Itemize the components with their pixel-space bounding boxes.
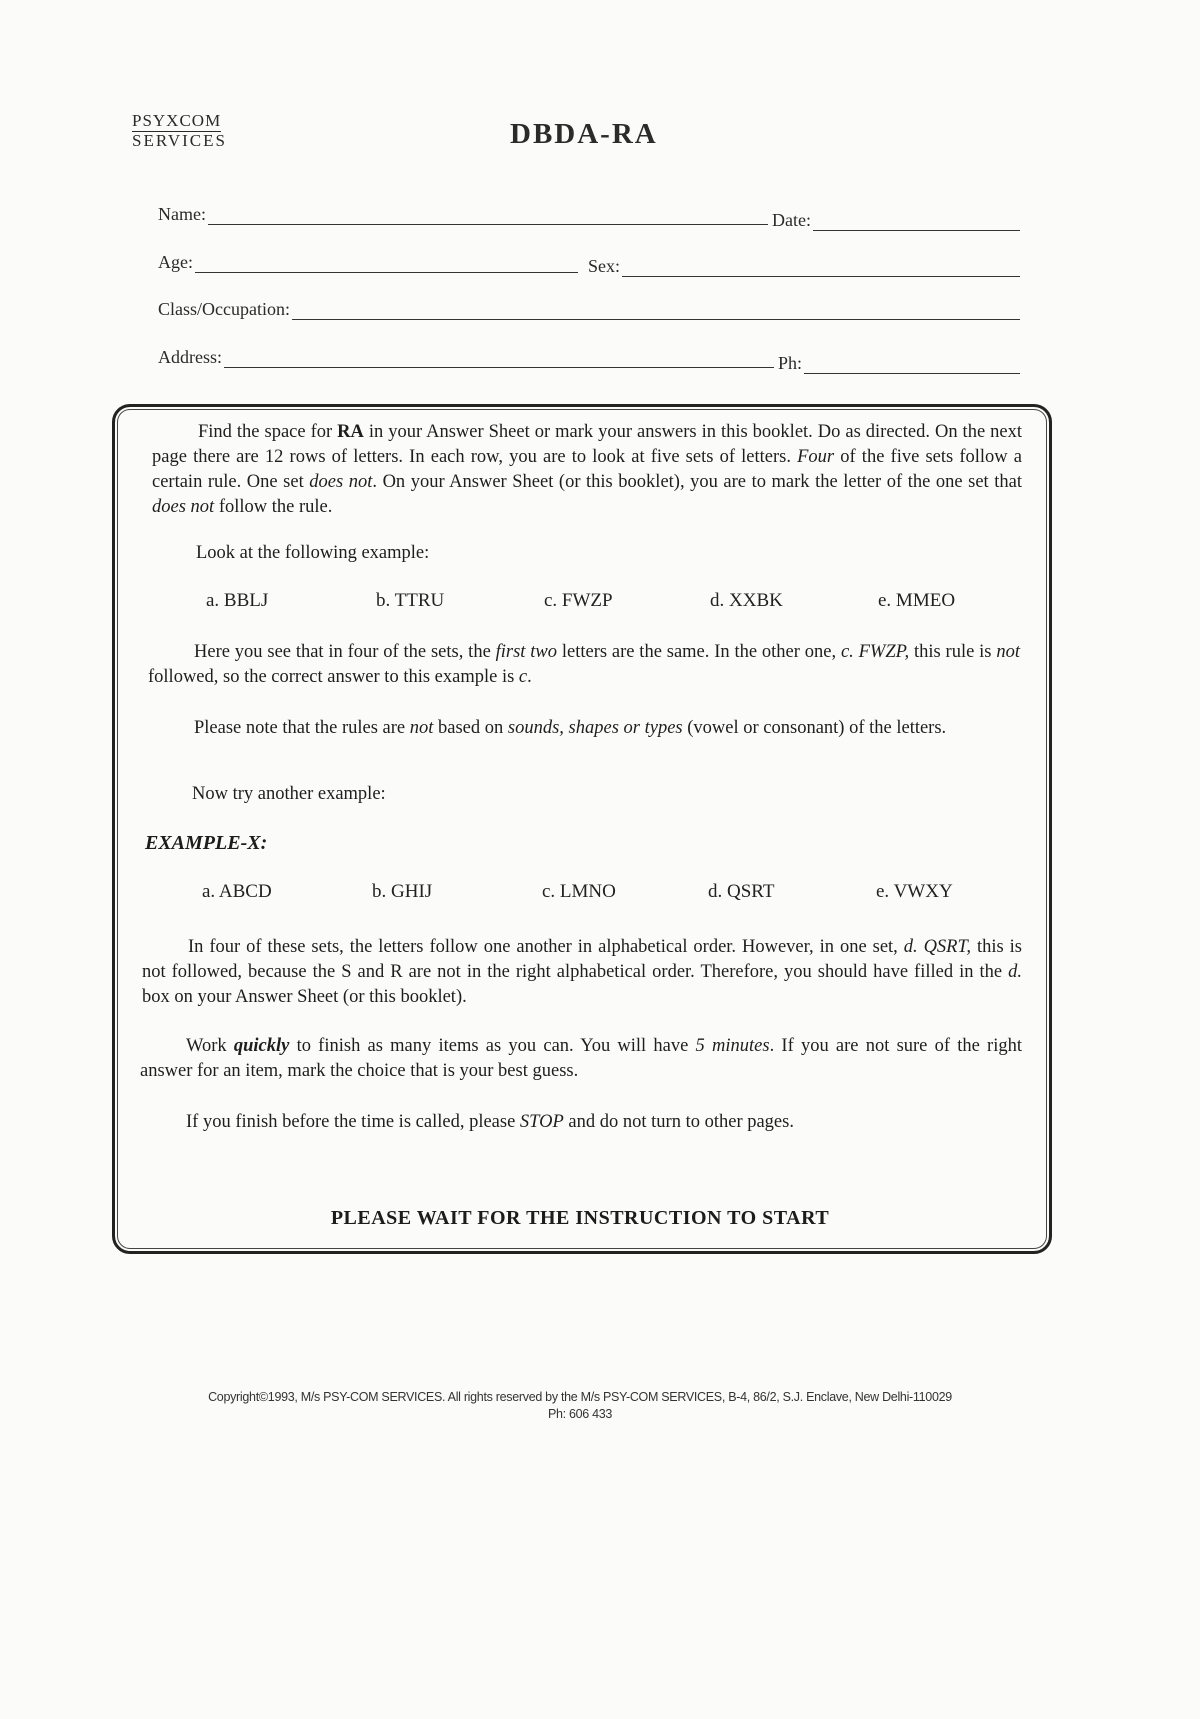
name-line[interactable]	[208, 206, 768, 225]
address-label: Address:	[158, 347, 222, 367]
instruction-paragraph-6: If you finish before the time is called, please STOP and do not turn to other pages.	[186, 1112, 794, 1132]
example-2-option-e: e. VWXY	[876, 881, 953, 902]
example-2-option-d: d. QSRT	[708, 881, 775, 902]
logo-line-1: PSYXCOM	[132, 111, 222, 130]
example-2-option-c: c. LMNO	[542, 881, 616, 902]
phone-line[interactable]	[804, 355, 1020, 374]
example-1-option-c: c. FWZP	[544, 590, 613, 611]
copyright-phone: Ph: 606 433	[547, 1407, 613, 1421]
age-sex-row	[158, 252, 1020, 278]
class-occupation-field[interactable]	[158, 299, 1020, 320]
example-2-option-a: a. ABCD	[202, 881, 272, 902]
example-1-option-e: e. MMEO	[878, 590, 956, 611]
wait-instruction: PLEASE WAIT FOR THE INSTRUCTION TO START	[330, 1207, 830, 1229]
address-field[interactable]	[158, 347, 774, 368]
example-1-option-d: d. XXBK	[710, 590, 783, 611]
instruction-paragraph-3: Please note that the rules are not based on sounds, shapes or types (vowel or consonant) of the letters.	[194, 718, 947, 738]
age-field[interactable]	[158, 252, 578, 273]
name-field[interactable]	[158, 204, 768, 225]
address-phone-row	[158, 347, 1020, 373]
name-label: Name:	[158, 204, 206, 224]
class-occupation-row	[158, 299, 1020, 325]
class-occupation-line[interactable]	[292, 301, 1020, 320]
example-2-option-b: b. GHIJ	[372, 881, 433, 902]
phone-label: Ph:	[778, 353, 803, 373]
date-label: Date:	[772, 210, 811, 230]
instruction-paragraph-2: Here you see that in four of the sets, the first two letters are the same. In the other one, c. FWZP, this rule is not followed, so the correct answer to this example is c.	[148, 642, 1020, 687]
sex-field[interactable]	[588, 256, 1020, 277]
age-label: Age:	[158, 252, 193, 272]
copyright-notice	[120, 1389, 1040, 1423]
example-x-heading: EXAMPLE-X:	[145, 832, 268, 854]
name-date-row	[158, 204, 1020, 230]
age-line[interactable]	[195, 254, 578, 273]
class-occupation-label: Class/Occupation:	[158, 299, 290, 319]
ra-label: RA	[337, 422, 364, 442]
address-line[interactable]	[224, 349, 774, 368]
look-example-text: Look at the following example:	[196, 543, 430, 563]
sex-label: Sex:	[588, 256, 621, 276]
document-title: DBDA-RA	[510, 118, 658, 150]
example-1-option-b: b. TTRU	[376, 590, 445, 611]
date-field[interactable]	[772, 210, 1020, 231]
phone-field[interactable]	[778, 353, 1020, 374]
instruction-paragraph-1: Find the space for RA in your Answer Sheet or mark your answers in this booklet. Do as directed. On the next page there are 12 rows of letters. In each row, you are to look at five sets of letters. Four of the five sets follow a certain rule. One set does not. On your Answer Sheet (or this booklet), you are to mark the letter of the one set that does not follow the rule.	[152, 422, 1022, 517]
logo-line-2: SERVICES	[132, 131, 227, 150]
try-another-text: Now try another example:	[192, 784, 386, 804]
copyright-text: Copyright©1993, M/s PSY-COM SERVICES. All rights reserved by the M/s PSY-COM SERVICES, B-4, 86/2, S.J. Enclave, New Delhi-110029	[208, 1390, 952, 1404]
instruction-paragraph-5: Work quickly to finish as many items as you can. You will have 5 minutes. If you are not sure of the right answer for an item, mark the choice that is your best guess.	[140, 1036, 1022, 1081]
sex-line[interactable]	[622, 258, 1020, 277]
date-line[interactable]	[813, 212, 1020, 231]
example-1-option-a: a. BBLJ	[206, 590, 269, 611]
instruction-paragraph-4: In four of these sets, the letters follow one another in alphabetical order. However, in one set, d. QSRT, this is not followed, because the S and R are not in the right alphabetical order. Therefore, you should have filled in the d. box on your Answer Sheet (or this booklet).	[142, 937, 1022, 1007]
psycom-logo	[132, 112, 244, 150]
